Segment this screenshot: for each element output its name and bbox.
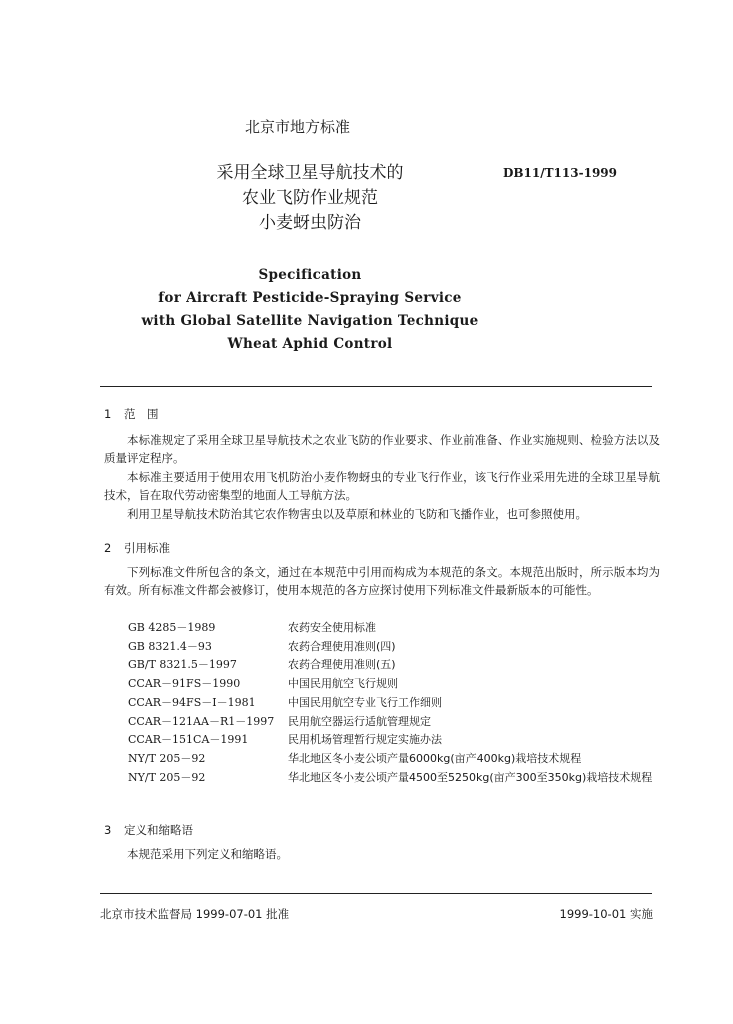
reference-row xyxy=(128,675,668,694)
reference-row xyxy=(128,619,668,638)
reference-title: 农药安全使用标准 xyxy=(288,621,376,634)
chinese-title-line-3: 小麦蚜虫防治 xyxy=(259,213,361,233)
section-number: 2 xyxy=(104,541,112,555)
reference-code: CCAR－91FS－1990 xyxy=(128,677,241,691)
section-1-paragraph-3: 利用卫星导航技术防治其它农作物害虫以及草原和林业的飞防和飞播作业，也可参照使用。 xyxy=(127,507,587,521)
reference-title: 民用航空器运行适航管理规定 xyxy=(288,714,431,728)
issuer-title: 北京市地方标准 xyxy=(245,118,351,136)
reference-code: GB 4285－1989 xyxy=(128,621,216,634)
reference-title: 农药合理使用准则(五) xyxy=(288,658,396,672)
reference-code: GB 8321.4－93 xyxy=(128,639,212,653)
reference-row xyxy=(128,694,668,713)
standard-code: DB11/T113-1999 xyxy=(503,166,617,180)
reference-title: 中国民用航空飞行规则 xyxy=(288,677,398,691)
footer-divider xyxy=(100,893,652,894)
header-divider xyxy=(100,386,652,387)
reference-code: NY/T 205－92 xyxy=(128,751,206,765)
reference-title: 中国民用航空专业飞行工作细则 xyxy=(288,695,442,709)
section-title: 定义和缩略语 xyxy=(124,823,193,837)
english-title-line-2: for Aircraft Pesticide-Spraying Service xyxy=(158,290,462,306)
reference-row xyxy=(128,750,668,769)
reference-title: 农药合理使用准则(四) xyxy=(288,639,396,653)
reference-title: 华北地区冬小麦公顷产量4500至5250kg(亩产300至350kg)栽培技术规程 xyxy=(288,770,653,784)
english-title-line-4: Wheat Aphid Control xyxy=(227,336,393,352)
section-title: 范 围 xyxy=(124,407,159,421)
implementation-date: 1999-10-01 实施 xyxy=(559,907,653,921)
section-3-paragraph-1: 本规范采用下列定义和缩略语。 xyxy=(127,847,288,861)
english-title-line-1: Specification xyxy=(258,267,362,283)
section-1-paragraph-1: 本标准规定了采用全球卫星导航技术之农业飞防的作业要求、作业前准备、作业实施规则、检验方法以及质量评定程序。 xyxy=(104,433,660,465)
english-title xyxy=(130,264,490,356)
reference-code: GB/T 8321.5－1997 xyxy=(128,658,237,672)
approval-line: 北京市技术监督局 1999-07-01 批准 xyxy=(100,907,290,921)
reference-title: 民用机场管理暂行规定实施办法 xyxy=(288,733,442,747)
section-2-paragraph-1: 下列标准文件所包含的条文，通过在本规范中引用而构成为本规范的条文。本规范出版时，所示版本均为有效。所有标准文件都会被修订，使用本规范的各方应探讨使用下列标准文件最新版本的可能性。 xyxy=(104,565,660,597)
reference-code: NY/T 205－92 xyxy=(128,770,206,784)
section-1-paragraph-2: 本标准主要适用于使用农用飞机防治小麦作物蚜虫的专业飞行作业，该飞行作业采用先进的全球卫星导航技术，旨在取代劳动密集型的地面人工导航方法。 xyxy=(104,470,660,502)
chinese-title xyxy=(170,161,450,236)
reference-list xyxy=(128,619,668,787)
reference-code: CCAR－151CA－1991 xyxy=(128,733,249,747)
reference-row xyxy=(128,713,668,732)
section-title: 引用标准 xyxy=(124,541,170,555)
reference-row xyxy=(128,731,668,750)
chinese-title-line-2: 农业飞防作业规范 xyxy=(242,188,378,208)
section-number: 3 xyxy=(104,823,112,837)
section-2-heading xyxy=(104,540,170,556)
reference-title: 华北地区冬小麦公顷产量6000kg(亩产400kg)栽培技术规程 xyxy=(288,751,582,765)
chinese-title-line-1: 采用全球卫星导航技术的 xyxy=(216,163,404,183)
reference-row xyxy=(128,769,668,788)
section-3-heading xyxy=(104,822,193,838)
reference-code: CCAR－121AA－R1－1997 xyxy=(128,714,275,728)
reference-row xyxy=(128,638,668,657)
section-number: 1 xyxy=(104,407,112,421)
reference-code: CCAR－94FS－Ⅰ－1981 xyxy=(128,695,256,709)
section-1-heading xyxy=(104,406,159,422)
reference-row xyxy=(128,656,668,675)
english-title-line-3: with Global Satellite Navigation Technique xyxy=(141,313,479,329)
